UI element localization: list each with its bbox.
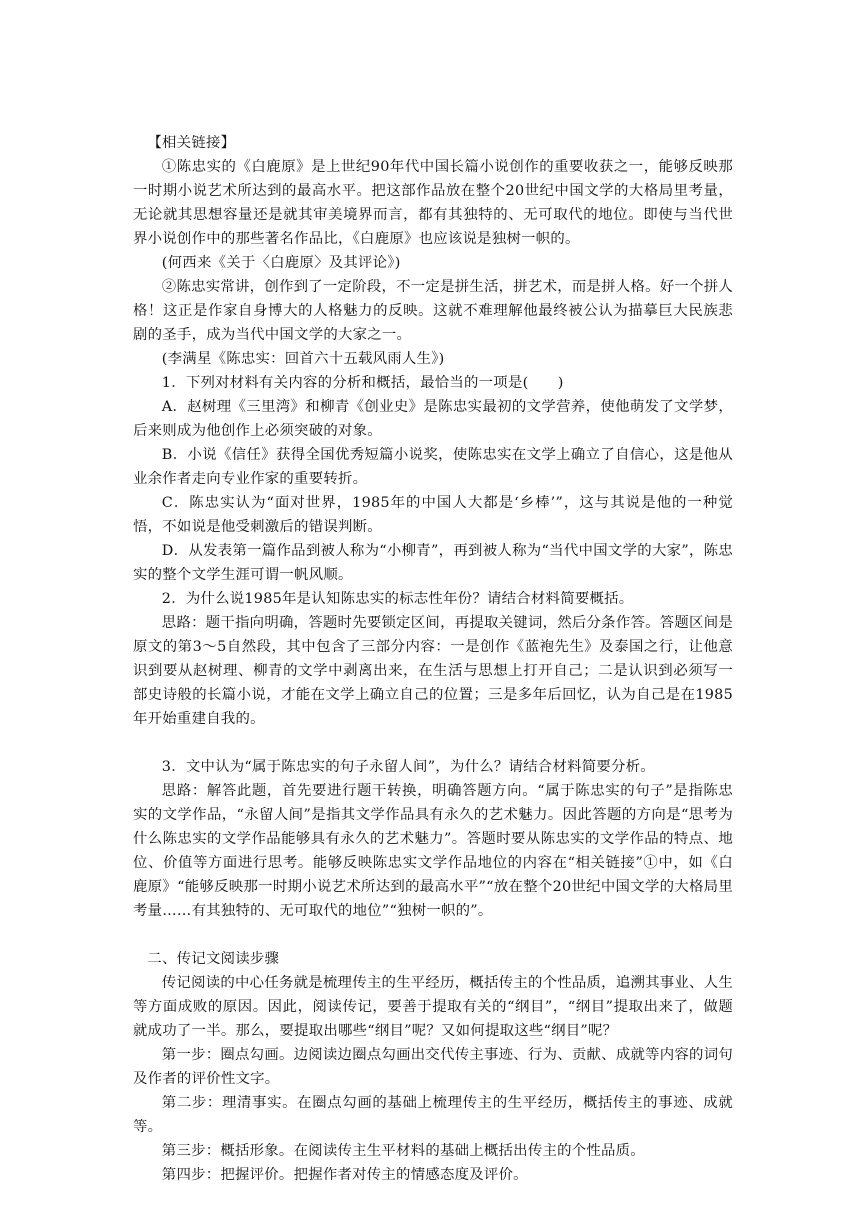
question-2-analysis: 思路：题干指向明确，答题时先要锁定区间，再提取关键词，然后分条作答。答题区间是原文的第3～5自然段，其中包含了三部分内容：一是创作《蓝袍先生》及泰国之行，让他意识到要从赵树理、柳青的文学中剥离出来，在生活与思想上打开自己；二是认识到必须写一部史诗般的长篇小说，才能在文学上确立自己的位置；三是多年后回忆，认为自己是在1985年开始重建自我的。 [133, 615, 733, 727]
step-4: 第四步：把握评价。把握作者对传主的情感态度及评价。 [161, 1167, 528, 1183]
step-3: 第三步：概括形象。在阅读传主生平材料的基础上概括出传主的个性品质。 [161, 1143, 645, 1159]
question-2-stem: 2．为什么说1985年是认知陈忠实的标志性年份？请结合材料简要概括。 [161, 591, 634, 607]
question-1-option-c: C．陈忠实认为“面对世界，1985年的中国人大都是‘乡棒’”，这与其说是他的一种觉悟，不如说是他受刺激后的错误判断。 [133, 495, 733, 535]
link-item-2: ②陈忠实常讲，创作到了一定阶段，不一定是拼生活，拼艺术，而是拼人格。好一个拼人格！这正是作家自身博大的人格魅力的反映。这就不难理解他最终被公认为描摹巨大民族悲剧的圣手，成为当代中国文学的大家之一。 [133, 279, 733, 343]
link-item-1: ①陈忠实的《白鹿原》是上世纪90年代中国长篇小说创作的重要收获之一，能够反映那一时期小说艺术所达到的最高水平。把这部作品放在整个20世纪中国文学的大格局里考量，无论就其思想容量还是就其审美境界而言，都有其独特的、无可取代的地位。即使与当代世界小说创作中的那些著名作品比，《白鹿原》也应该说是独树一帜的。 [133, 159, 733, 247]
step-1: 第一步：圈点勾画。边阅读边圈点勾画出交代传主事迹、行为、贡献、成就等内容的词句及作者的评价性文字。 [133, 1047, 733, 1087]
link-source-2: (李满星《陈忠实：回首六十五载风雨人生》) [161, 351, 445, 367]
spacer [133, 923, 733, 947]
question-3-analysis: 思路：解答此题，首先要进行题干转换，明确答题方向。“属于陈忠实的句子”是指陈忠实的文学作品，“永留人间”是指其文学作品具有永久的艺术魅力。因此答题的方向是“思考为什么陈忠实的文学作品能够具有永久的艺术魅力”。答题时要从陈忠实的文学作品的特点、地位、价值等方面进行思考。能够反映陈忠实文学作品地位的内容在“相关链接”①中，如《白鹿原》“能够反映那一时期小说艺术所达到的最高水平”“放在整个20世纪中国文学的大格局里考量……有其独特的、无可取代的地位”“独树一帜的”。 [133, 783, 733, 919]
reading-steps-heading: 二、传记文阅读步骤 [147, 951, 280, 967]
link-source-1: (何西来《关于〈白鹿原〉及其评论》) [161, 255, 401, 271]
question-1-stem: 1．下列对材料有关内容的分析和概括，最恰当的一项是( ) [161, 375, 564, 391]
question-1-option-d: D．从发表第一篇作品到被人称为“小柳青”，再到被人称为“当代中国文学的大家”，陈忠实的整个文学生涯可谓一帆风顺。 [133, 543, 733, 583]
question-1-option-b: B．小说《信任》获得全国优秀短篇小说奖，使陈忠实在文学上确立了自信心，这是他从业余作者走向专业作家的重要转折。 [133, 447, 733, 487]
reading-steps-intro: 传记阅读的中心任务就是梳理传主的生平经历，概括传主的个性品质，追溯其事业、人生等方面成败的原因。因此，阅读传记，要善于提取有关的“纲目”，“纲目”提取出来了，做题就成功了一半。那么，要提取出哪些“纲目”呢？又如何提取这些“纲目”呢？ [133, 975, 733, 1039]
related-links-heading: 【相关链接】 [147, 135, 236, 151]
question-1-option-a: A．赵树理《三里湾》和柳青《创业史》是陈忠实最初的文学营养，使他萌发了文学梦，后来则成为他创作上必须突破的对象。 [133, 399, 733, 439]
question-3-stem: 3．文中认为“属于陈忠实的句子永留人间”，为什么？请结合材料简要分析。 [161, 759, 655, 775]
step-2: 第二步：理清事实。在圈点勾画的基础上梳理传主的生平经历，概括传主的事迹、成就等。 [133, 1095, 733, 1135]
spacer [133, 731, 733, 755]
document-page [133, 131, 733, 1187]
